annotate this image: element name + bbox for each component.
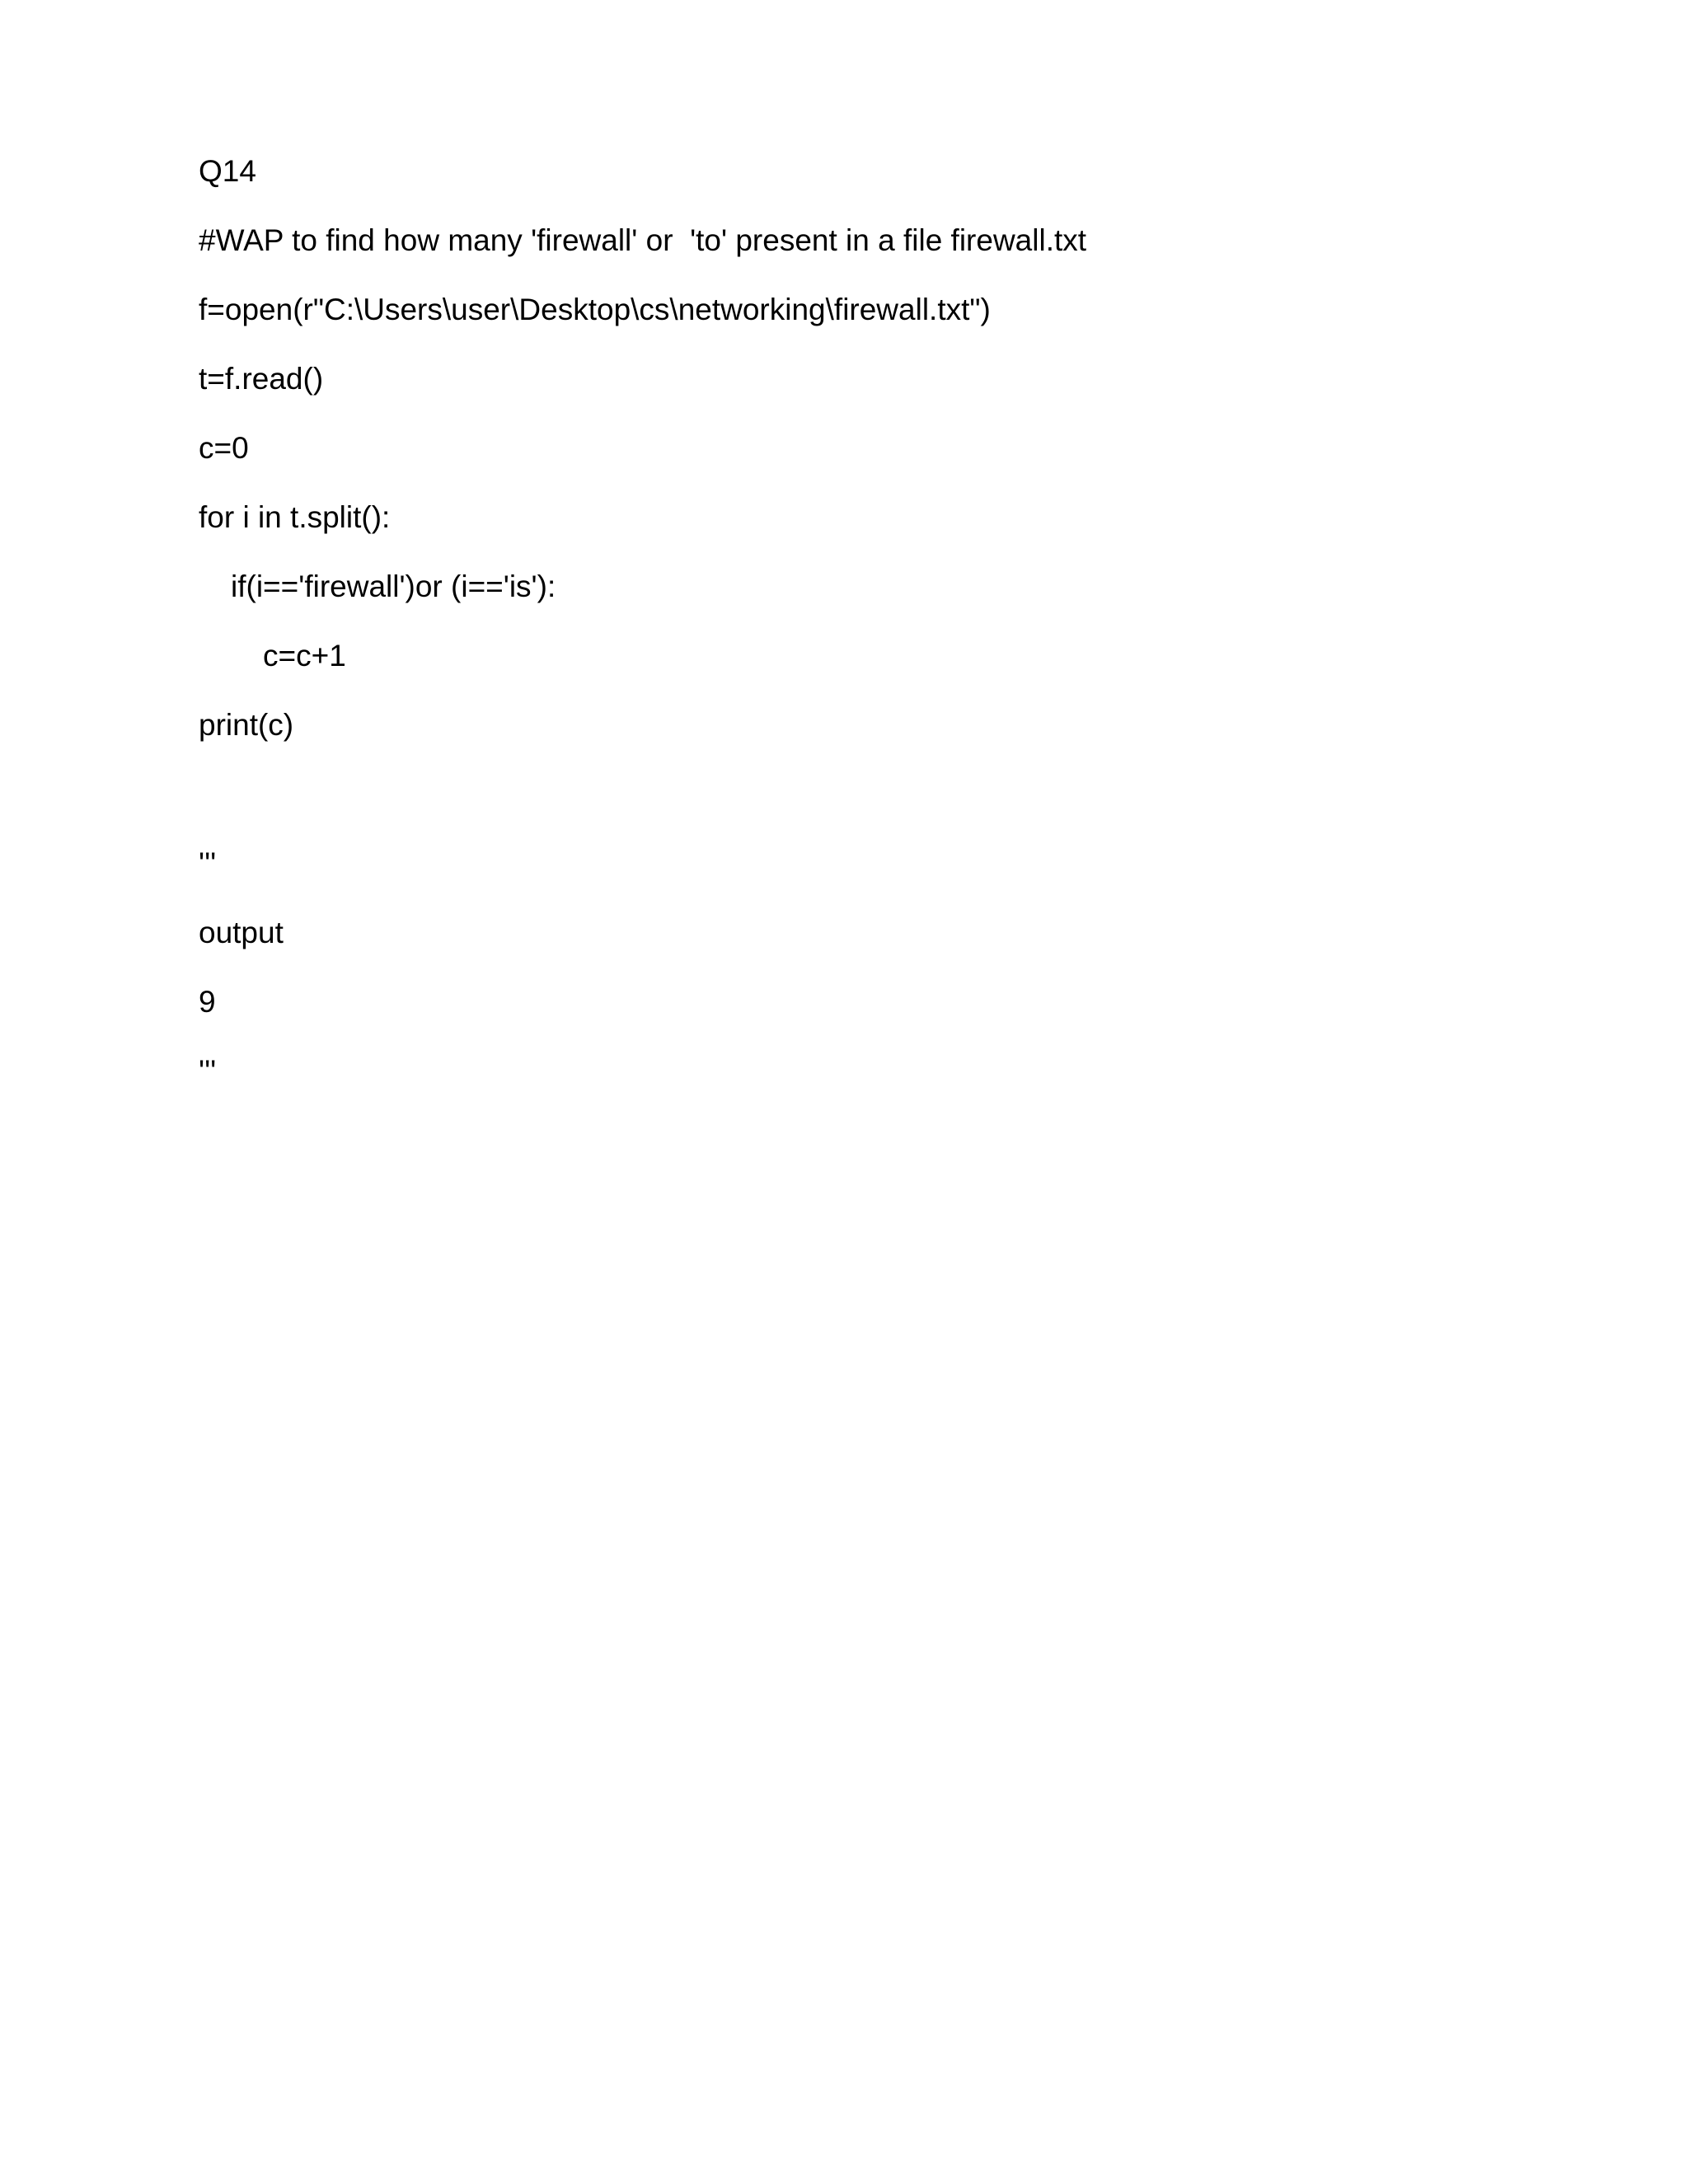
code-line-if-condition: if(i=='firewall')or (i=='is'): xyxy=(231,569,556,603)
docstring-close: ''' xyxy=(199,1054,217,1088)
code-line-increment: c=c+1 xyxy=(263,639,346,673)
output-label: output xyxy=(199,916,284,949)
code-line-counter-init: c=0 xyxy=(199,431,249,465)
code-line-print: print(c) xyxy=(199,708,294,742)
output-value: 9 xyxy=(199,985,216,1019)
code-line-open: f=open(r"C:\Users\user\Desktop\cs\networking\firewall.txt") xyxy=(199,293,991,326)
docstring-open: ''' xyxy=(199,846,217,880)
comment-line: #WAP to find how many 'firewall' or 'to' present in a file firewall.txt xyxy=(199,223,1087,257)
code-line-for-loop: for i in t.split(): xyxy=(199,500,391,534)
code-line-read: t=f.read() xyxy=(199,362,324,396)
question-label: Q14 xyxy=(199,154,256,188)
